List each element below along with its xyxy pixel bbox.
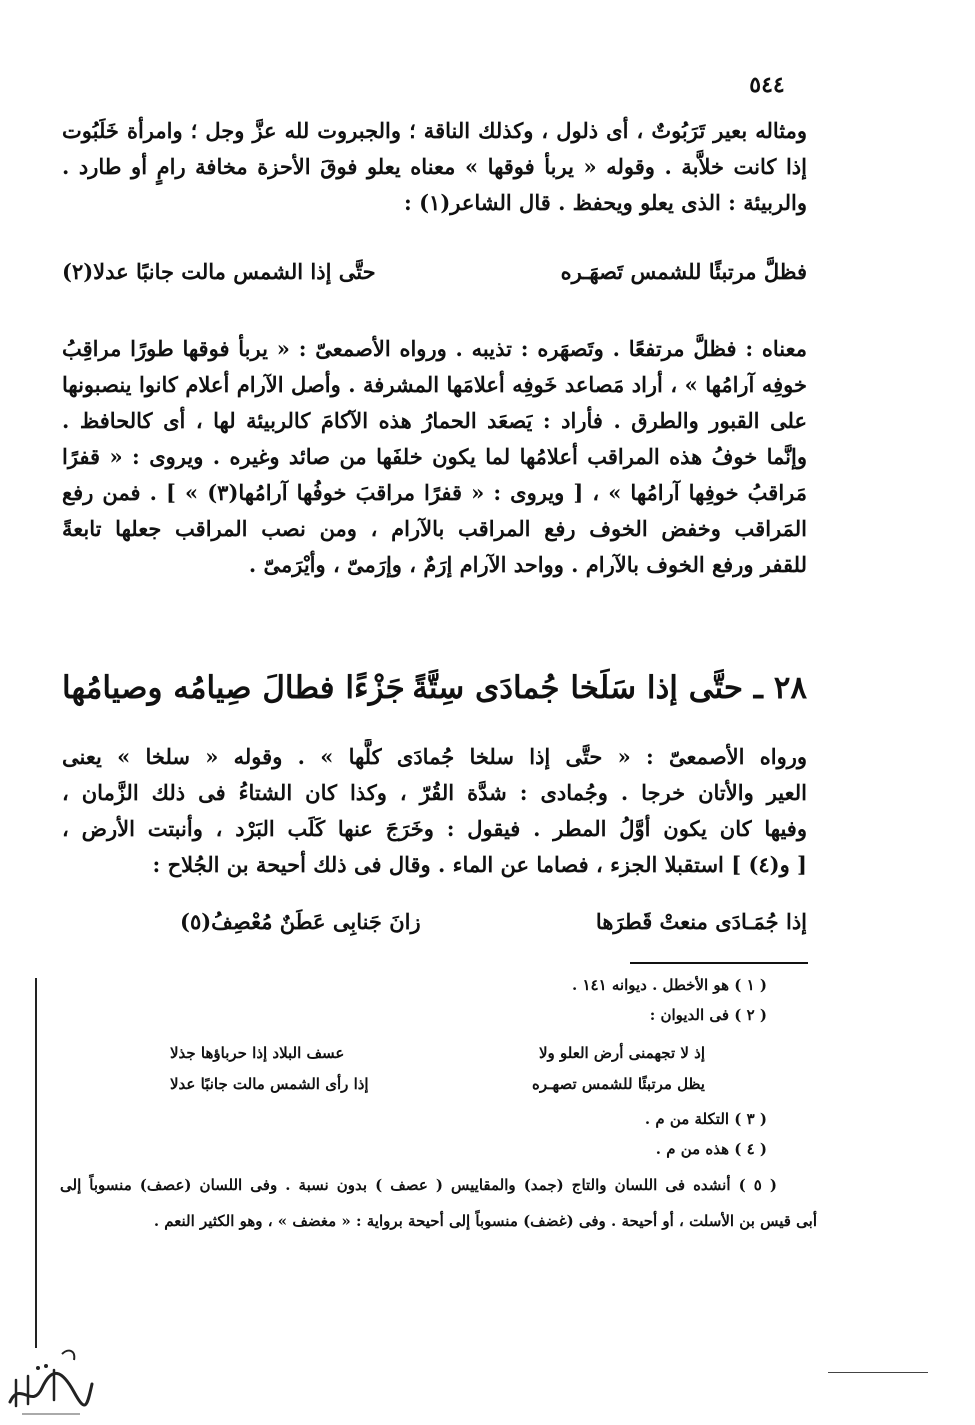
text-line: وفيها كان يكون أوَّلُ المطر . فيقول : وخَرَجَ عنها كَلَب البَرْد ، وأنبتت الأرض ، [62, 816, 807, 841]
quoted-verse-2 [180, 909, 807, 945]
footnote-5-continued [60, 1206, 817, 1236]
footnote-3: ( ٣ ) التكلة من م . [644, 1110, 767, 1128]
footnote-poem-line-1 [170, 1044, 705, 1072]
footnote-1: ( ١ ) هو الأخطل . ديوانه ١٤١ . [572, 976, 767, 994]
text-line: [ و(٤) ] استقبلا الجزء ، فصاما عن الماء . وقال فى ذلك أحيحة بن الجُلاح : [152, 852, 807, 877]
text-line: المَراقب وخفض الخوف رفع المراقب بالآرام ، ومن نصب المراقب جعلها تابعةً [62, 516, 807, 541]
calligraphy-stamp-logo [2, 1340, 97, 1420]
paragraph-commentary-3 [62, 739, 807, 883]
text-line: على القبور والطرق . فأراد : يَصعَد الحمارُ هذه الآكامَ كالربيئة لها ، أى كالحافظ . [62, 408, 807, 433]
margin-line [35, 978, 37, 1348]
footnotes [62, 970, 807, 1030]
verse-second-hemistich: حتَّى إذا الشمس مالت جانبًا عدلا(٢) [62, 259, 376, 284]
paragraph-commentary-1 [62, 113, 807, 221]
verse-first-hemistich: يظل مرتبئًا للشمس تصهـره [532, 1075, 705, 1093]
footnote-5-line-2: أبى قيس بن الأسلت ، أو أحيحة . وفى (غضف) منسوباً إلى أحيحة برواية : « مغضف » ، وهو الكثير النعم . [153, 1212, 817, 1230]
footnote-5 [60, 1170, 817, 1200]
text-line: إذا كانت خلاَّبة . وقوله « يربأ فوقها » معناه يعلو فوقَ الأحزة مخافة رامٍ أو طارد . [62, 154, 807, 179]
verse-second-hemistich: زانَ جَنابِى عَطَنٌ مُعْصِفُ(٥) [180, 909, 421, 934]
text-line: وإنَّما خوفُ هذه المراقب أعلامُها لما يكون خلفَها من صائد وغيره . ويروى : « قفرًا [62, 444, 807, 469]
footnote-5-line-1: ( ٥ ) أنشده فى اللسان والتاج (جمد) والمقاييس ( عصف ) بدون نسبة . وفى اللسان (عصف) منسوباً إلى [60, 1176, 777, 1194]
footnote-separator [630, 962, 808, 964]
verse-heading-28 [62, 662, 807, 718]
text-line: للقفر ورفع الخوف بالآرام . وواحد الآرام إرَمٌ ، وإرَمىّ ، وأيْرَمىّ . [248, 552, 807, 577]
stamp-graphic [2, 1340, 97, 1420]
footnote-4: ( ٤ ) هذه من م . [655, 1140, 767, 1158]
text-line: والربيئة : الذى يعلو ويحفظ . قال الشاعر(١) : [404, 190, 807, 215]
text-line: ومثاله بعير تَرَبُوتٌ ، أى ذلول ، وكذلك الناقة ؛ والجبروت لله عزَّ وجل ؛ وامرأة خَلَبُوت [62, 118, 807, 143]
verse-first-hemistich: إذا جُمَـادَى منعتْ قَطرَها [595, 909, 807, 934]
text-line: معناه : فظلَّ مرتفعًا . وتَصهَره : تذيبه . ورواه الأصمعىّ : « يربأ فوقها طورًا مراقِبُ [62, 336, 807, 361]
footnotes-continued [62, 1104, 807, 1164]
verse-first-hemistich: إذ لا تجهمنى أرض العلو ولا [538, 1044, 705, 1062]
quoted-verse-1 [62, 259, 807, 295]
footnote-2: ( ٢ ) فى الديوان : [649, 1006, 767, 1024]
verse-first-hemistich: ٢٨ ـ حتَّى إذا سَلَخا جُمادَى سِتَّةً [412, 670, 807, 706]
verse-second-hemistich: إذا رأى الشمس مالت جانبًا عدلا [170, 1075, 369, 1093]
verse-second-hemistich: جَزْءًا فطالَ صِيامُه وصيامُها [62, 670, 405, 706]
text-line: خوفِه آرامُها » ، أراد مَصاعد خَوفِه أعلامَها المشرفة . وأصل الآرام أعلام كانوا ينصبونها [62, 372, 807, 397]
verse-first-hemistich: فظلَّ مرتبئًا للشمس تَصهَـره [560, 259, 807, 284]
page-number: ٥٤٤ [749, 72, 785, 98]
text-line: العير والأتان خرجا . وجُمادى : شدَّة القُرّ ، وكذا كان الشتاءُ فى ذلك الزَّمان ، [62, 780, 807, 805]
verse-second-hemistich: عسف البلاد إذا حرباؤها جذلا [170, 1044, 345, 1062]
bottom-rule [828, 1372, 928, 1373]
text-line: ورواه الأصمعىّ : « حتَّى إذا سلخا جُمادَى كلَّها » . وقوله « سلخا » يعنى [62, 744, 807, 769]
footnote-poem-line-2 [170, 1075, 705, 1103]
paragraph-commentary-2 [62, 331, 807, 583]
text-line: مَراقبُ خوفِها آرامُها » ، [ ويروى : « قفرًا مراقبَ خوفُها آرامُها(٣) » ] . فمن رفع [62, 480, 807, 505]
